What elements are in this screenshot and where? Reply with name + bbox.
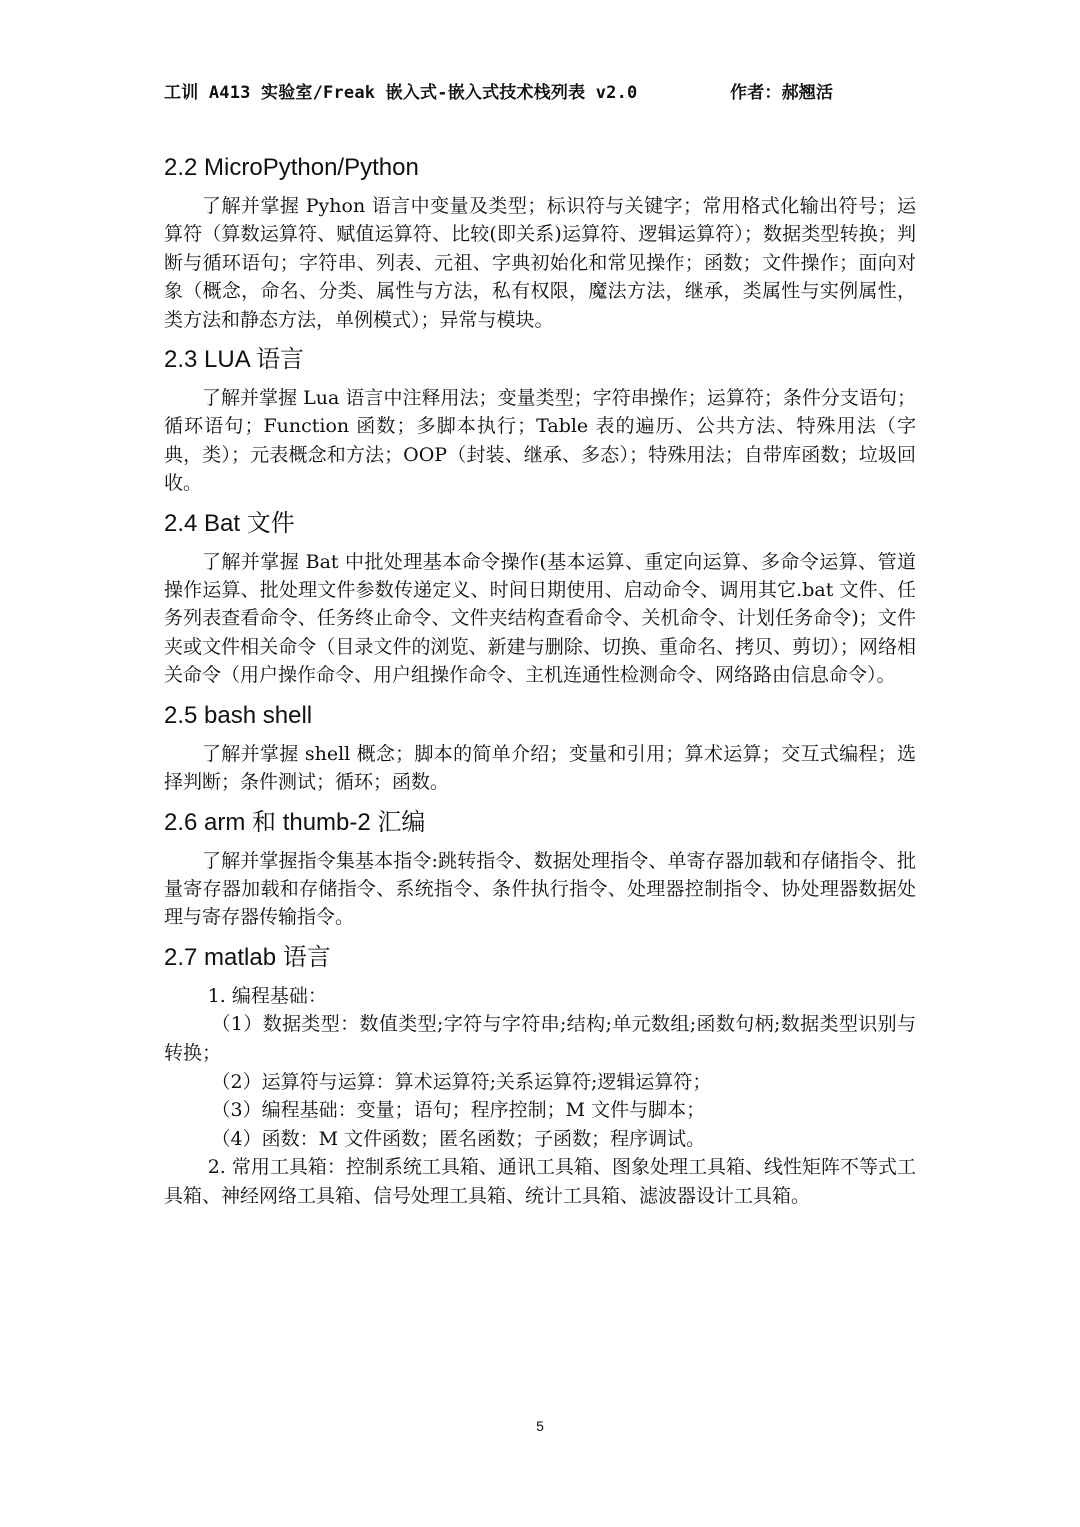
section-heading: 2.4 Bat 文件 [164, 509, 295, 537]
section-heading: 2.5 bash shell [164, 701, 313, 729]
section-bat [164, 504, 916, 690]
list-item: 1. 编程基础： [207, 984, 327, 1007]
section-bash [164, 696, 916, 797]
section-body: 了解并掌握 Pyhon 语言中变量及类型；标识符与关键字；常用格式化输出符号；运算符（算数运算符、赋值运算符、比较(即关系)运算符、逻辑运算符）；数据类型转换；判断与循环语句；字符串、列表、元祖、字典初始化和常见操作；函数；文件操作；面向对象（概念，命名、分类、属性与方法，私有权限，魔法方法，继承，类属性与实例属性，类方法和静态方法，单例模式）；异常与模块。 [164, 195, 916, 331]
section-body: 了解并掌握 Lua 语言中注释用法；变量类型；字符串操作；运算符；条件分支语句；循环语句；Function 函数；多脚本执行；Table 表的遍历、公共方法、特殊用法（字典，类）；元表概念和方法；OOP（封装、继承、多态）；特殊用法；自带库函数；垃圾回收。 [164, 387, 916, 495]
page-number: 5 [536, 1418, 544, 1434]
section-heading: 2.3 LUA 语言 [164, 346, 305, 374]
section-arm-asm [164, 803, 916, 932]
page-content [164, 148, 916, 1210]
section-python [164, 148, 916, 334]
section-lua [164, 340, 916, 498]
header-author: 作者：郝翘活 [730, 83, 834, 103]
section-heading: 2.2 MicroPython/Python [164, 154, 419, 181]
list-item: 2. 常用工具箱：控制系统工具箱、通讯工具箱、图象处理工具箱、线性矩阵不等式工具箱、神经网络工具箱、信号处理工具箱、统计工具箱、滤波器设计工具箱。 [164, 1156, 916, 1207]
section-body: 了解并掌握 Bat 中批处理基本命令操作(基本运算、重定向运算、多命令运算、管道操作运算、批处理文件参数传递定义、时间日期使用、启动命令、调用其它.bat 文件、任务列表查看命令、任务终止命令、文件夹结构查看命令、关机命令、计划任务命令)；文件夹或文件相关命令（目录文件的浏览、新建与删除、切换、重命名、拷贝、剪切）；网络相关命令（用户操作命令、用户组操作命令、主机连通性检测命令、网络路由信息命令）。 [164, 550, 916, 687]
section-heading: 2.7 matlab 语言 [164, 943, 331, 971]
section-body: 了解并掌握 shell 概念；脚本的简单介绍；变量和引用；算术运算；交互式编程；选择判断；条件测试；循环；函数。 [164, 742, 916, 794]
sub-list-item: （3）编程基础：变量；语句；程序控制；M 文件与脚本； [211, 1099, 706, 1122]
section-heading: 2.6 arm 和 thumb-2 汇编 [164, 808, 426, 836]
sub-list-item: （1）数据类型：数值类型;字符与字符串;结构;单元数组;函数句柄;数据类型识别与转换； [164, 1013, 916, 1064]
sub-list-item: （2）运算符与运算：算术运算符;关系运算符;逻辑运算符； [211, 1070, 712, 1093]
section-matlab [164, 938, 916, 1211]
page-header [164, 78, 924, 106]
section-body: 了解并掌握指令集基本指令:跳转指令、数据处理指令、单寄存器加载和存储指令、批量寄存器加载和存储指令、系统指令、条件执行指令、处理器控制指令、协处理器数据处理与寄存器传输指令。 [164, 849, 916, 929]
sub-list-item: （4）函数：M 文件函数；匿名函数；子函数；程序调试。 [211, 1127, 706, 1150]
header-title: 工训 A413 实验室/Freak 嵌入式-嵌入式技术栈列表 v2.0 [164, 83, 638, 103]
